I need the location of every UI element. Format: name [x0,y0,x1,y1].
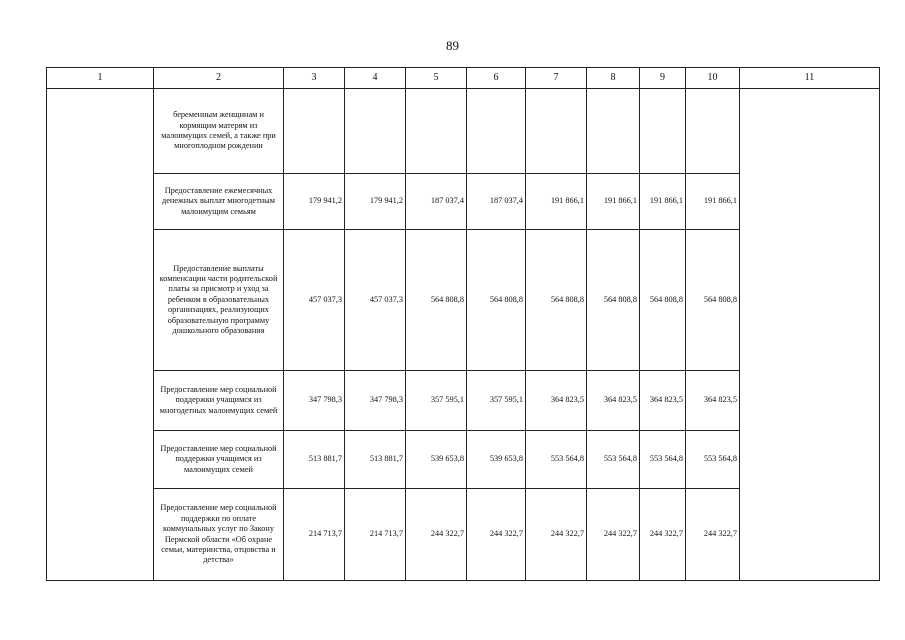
value-cell: 513 881,7 [345,431,406,489]
header-cell: 5 [406,68,467,89]
value-cell: 564 808,8 [587,230,640,371]
value-cell: 539 653,8 [406,431,467,489]
value-cell: 564 808,8 [686,230,740,371]
value-cell [686,89,740,174]
value-cell: 179 941,2 [284,174,345,230]
value-cell [467,89,526,174]
row-description: Предоставление мер социальной поддержки по оплате коммунальных услуг по Закону Пермской области «Об охране семьи, материнства, отцовства и детства» [154,489,284,581]
value-cell: 564 808,8 [526,230,587,371]
value-cell: 191 866,1 [587,174,640,230]
header-cell: 9 [640,68,686,89]
value-cell: 553 564,8 [686,431,740,489]
budget-table [46,67,880,581]
value-cell: 347 798,3 [345,371,406,431]
row-description: Предоставление выплаты компенсации части родительской платы за присмотр и уход за ребенком в образовательных организациях, реализующих образовательную программу дошкольного образования [154,230,284,371]
value-cell [587,89,640,174]
row-description: Предоставление мер социальной поддержки учащимся из многодетных малоимущих семей [154,371,284,431]
value-cell [406,89,467,174]
merged-cell-col11 [740,89,880,581]
header-cell: 6 [467,68,526,89]
row-description: Предоставление ежемесячных денежных выплат многодетным малоимущим семьям [154,174,284,230]
header-cell: 7 [526,68,587,89]
value-cell: 364 823,5 [526,371,587,431]
header-row [47,68,880,89]
value-cell: 564 808,8 [640,230,686,371]
header-cell: 3 [284,68,345,89]
value-cell: 244 322,7 [640,489,686,581]
header-cell: 1 [47,68,154,89]
value-cell: 214 713,7 [284,489,345,581]
value-cell: 553 564,8 [640,431,686,489]
value-cell: 364 823,5 [640,371,686,431]
value-cell [284,89,345,174]
value-cell: 347 798,3 [284,371,345,431]
value-cell: 553 564,8 [526,431,587,489]
value-cell: 513 881,7 [284,431,345,489]
value-cell: 564 808,8 [467,230,526,371]
table-row [47,89,880,174]
value-cell: 244 322,7 [587,489,640,581]
value-cell: 244 322,7 [406,489,467,581]
page-number: 89 [446,38,459,53]
value-cell: 553 564,8 [587,431,640,489]
value-cell: 457 037,3 [345,230,406,371]
header-cell: 10 [686,68,740,89]
header-cell: 2 [154,68,284,89]
value-cell: 191 866,1 [640,174,686,230]
value-cell: 187 037,4 [406,174,467,230]
header-cell: 8 [587,68,640,89]
value-cell: 364 823,5 [587,371,640,431]
merged-cell-col1 [47,89,154,581]
value-cell [345,89,406,174]
value-cell: 191 866,1 [686,174,740,230]
header-cell: 11 [740,68,880,89]
value-cell: 244 322,7 [686,489,740,581]
header-cell: 4 [345,68,406,89]
value-cell [640,89,686,174]
value-cell: 457 037,3 [284,230,345,371]
value-cell: 357 595,1 [406,371,467,431]
value-cell: 364 823,5 [686,371,740,431]
value-cell: 191 866,1 [526,174,587,230]
value-cell: 214 713,7 [345,489,406,581]
value-cell: 539 653,8 [467,431,526,489]
row-description: беременным женщинам и кормящим матерям из малоимущих семей, а также при многоплодном рождении [154,89,284,174]
value-cell [526,89,587,174]
value-cell: 564 808,8 [406,230,467,371]
value-cell: 187 037,4 [467,174,526,230]
value-cell: 357 595,1 [467,371,526,431]
value-cell: 244 322,7 [467,489,526,581]
row-description: Предоставление мер социальной поддержки учащимся из малоимущих семей [154,431,284,489]
value-cell: 179 941,2 [345,174,406,230]
value-cell: 244 322,7 [526,489,587,581]
